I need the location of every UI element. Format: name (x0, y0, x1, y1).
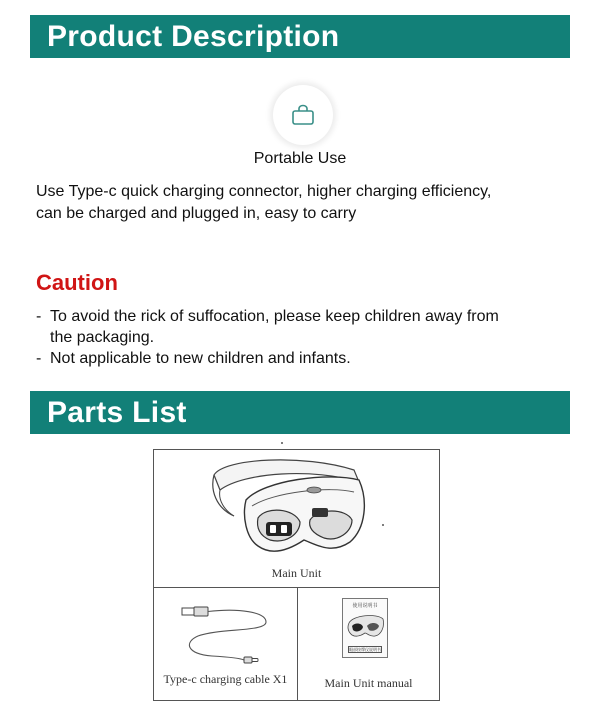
manual-cover-footer-text: 眼部按摩仪说明书 (349, 647, 381, 652)
parts-list-banner (30, 391, 570, 434)
scan-speck (382, 524, 384, 526)
parts-list-title: Parts List (47, 395, 187, 429)
caution-item (36, 306, 586, 348)
eye-massager-icon (154, 450, 439, 560)
product-description-title: Product Description (47, 19, 340, 53)
parts-cell-manual (298, 588, 439, 700)
manual-booklet-icon (342, 598, 388, 658)
caution-text-line: To avoid the rick of suffocation, please keep children away from (50, 308, 499, 325)
manual-cover-heading: 使用说明书 (352, 603, 378, 609)
feature-description-line: can be charged and plugged in, easy to carry (36, 205, 357, 222)
caution-dash: - (36, 308, 42, 325)
caution-dash: - (36, 350, 42, 367)
main-unit-label: Main Unit (271, 566, 322, 580)
feature-title: Portable Use (253, 150, 347, 167)
manual-cover-footer (348, 646, 382, 653)
parts-cell-cable (154, 588, 298, 700)
portable-use-icon-circle (273, 85, 333, 145)
shopping-bag-icon (290, 103, 316, 127)
manual-product-illustration (343, 611, 387, 641)
manual-label: Main Unit manual (324, 676, 413, 690)
caution-item (36, 348, 586, 369)
caution-text-line: the packaging. (50, 329, 155, 346)
usb-cable-icon (154, 598, 296, 678)
caution-list (36, 306, 586, 369)
feature-description-line: Use Type-c quick charging connector, higher charging efficiency, (36, 183, 492, 200)
parts-cell-main-unit (154, 450, 439, 588)
feature-description (36, 181, 581, 225)
caution-text-line: Not applicable to new children and infants. (50, 350, 351, 367)
scan-speck (281, 442, 283, 444)
cable-label: Type-c charging cable X1 (163, 672, 288, 686)
product-description-banner (30, 15, 570, 58)
parts-table (153, 449, 440, 701)
caution-title: Caution (36, 270, 118, 295)
